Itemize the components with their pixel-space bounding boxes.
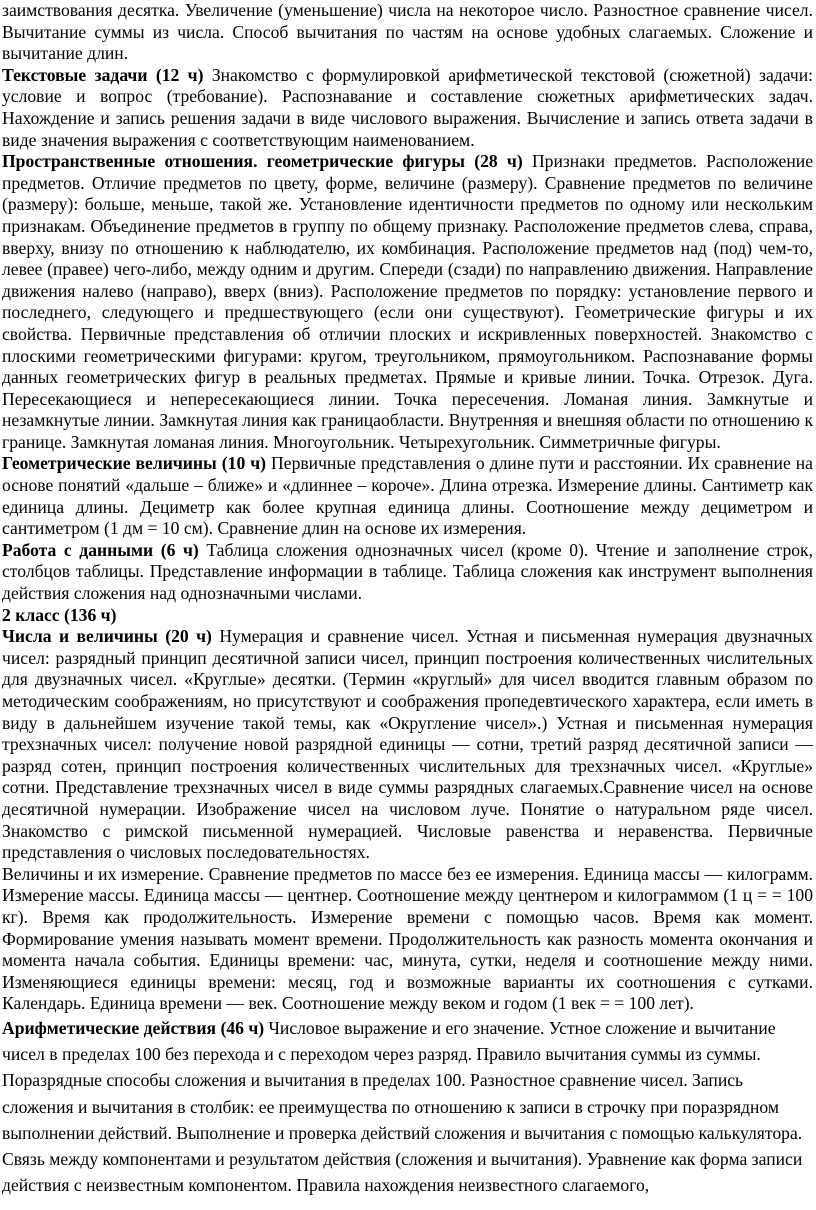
- paragraph-text: Числовое выражение и его значение. Устное сложение и вычитание чисел в пределах 100 без перехода и с переходом через разряд. Правило вычитания суммы из суммы. Поразрядные способы сложения и вычитания в пределах 100. Разностное сравнение чисел. Запись сложения и вычитания в столбик: ее преимущества по отношению к записи в строчку при поразрядном выполнении действий. Выполнение и проверка действий сложения и вычитания с помощью калькулятора. Связь между компонентами и результатом действия (сложения и вычитания). Уравнение как форма записи действия с неизвестным компонентом. Правила нахождения неизвестного слагаемого,: [2, 1017, 803, 1196]
- section-heading: Пространственные отношения. геометрические фигуры (28 ч): [2, 151, 523, 172]
- section-heading: Арифметические действия (46 ч): [2, 1017, 265, 1038]
- paragraph-text: Величины и их измерение. Сравнение предметов по массе без ее измерения. Единица массы — килограмм. Измерение массы. Единица массы — центнер. Соотношение между центнером и килограммом (1 ц = = 100 кг). Время как продолжительность. Измерение времени с помощью часов. Время как момент. Формирование умения называть момент времени. Продолжительность как разность момента окончания и момента начала события. Единицы времени: час, минута, сутки, неделя и соотношение между ними. Изменяющиеся единицы времени: месяц, год и возможные варианты их соотношения с сутками. Календарь. Единица времени — век. Соотношение между веком и годом (1 век = = 100 лет).: [2, 863, 813, 1014]
- paragraph-text: Признаки предметов. Расположение предметов. Отличие предметов по цвету, форме, величине (размеру). Сравнение предметов по величине (размеру): больше, меньше, такой же. Установление идентичности предметов по одному или нескольким признакам. Объединение предметов в группу по общему признаку. Расположение предметов слева, справа, вверху, внизу по отношению к наблюдателю, их комбинация. Расположение предметов над (под) чем-то, левее (правее) чего-либо, между одним и другим. Спереди (сзади) по направлению движения. Направление движения налево (направо), вверх (вниз). Расположение предметов по порядку: установление первого и последнего, следующего и предшествующего (если они существуют). Геометрические фигуры и их свойства. Первичные представления об отличии плоских и искривленных поверхностей. Знакомство с плоскими геометрическими фигурами: кругом, треугольником, прямоугольником. Распознавание формы данных геометрических фигур в реальных предметах. Прямые и кривые линии. Точка. Отрезок. Дуга. Пересекающиеся и непересекающиеся линии. Точка пересечения. Ломаная линия. Замкнутые и незамкнутые линии. Замкнутая линия как границаобласти. Внутренняя и внешняя области по отношению к границе. Замкнутая ломаная линия. Многоугольник. Четырехугольник. Симметричные фигуры.: [2, 151, 813, 452]
- paragraph-intro: [2, 0, 813, 65]
- section-heading: Геометрические величины (10 ч): [2, 453, 267, 474]
- paragraph-arith: [2, 1015, 813, 1198]
- grade-title: 2 класс (136 ч): [2, 604, 117, 625]
- paragraph-text: Знакомство с формулировкой арифметической текстовой (сюжетной) задачи: условие и вопрос (требование). Распознавание и составление сюжетных арифметических задач. Нахождение и запись решения задачи в виде числового выражения. Вычисление и запись ответа задачи в виде значения выражения с соответствующим наименованием.: [2, 64, 813, 150]
- section-heading: Текстовые задачи (12 ч): [2, 64, 204, 85]
- paragraph-numbers: [2, 626, 813, 864]
- section-heading: Числа и величины (20 ч): [2, 626, 212, 647]
- paragraph-spatial: [2, 151, 813, 453]
- paragraph-measures: [2, 864, 813, 1015]
- paragraph-text: Первичные представления о длине пути и расстоянии. Их сравнение на основе понятий «дальше – ближе» и «длиннее – короче». Длина отрезка. Измерение длины. Сантиметр как единица длины. Дециметр как более крупная единица длины. Соотношение между дециметром и сантиметром (1 дм = 10 см). Сравнение длин на основе их измерения.: [2, 453, 813, 539]
- paragraph-data-work: [2, 540, 813, 605]
- paragraph-text: заимствования десятка. Увеличение (уменьшение) числа на некоторое число. Разностное сравнение чисел. Вычитание суммы из числа. Способ вычитания по частям на основе удобных слагаемых. Сложение и вычитание длин.: [2, 0, 813, 64]
- paragraph-text-tasks: [2, 65, 813, 151]
- paragraph-geom-values: [2, 453, 813, 539]
- section-heading: Работа с данными (6 ч): [2, 539, 199, 560]
- paragraph-text: Нумерация и сравнение чисел. Устная и письменная нумерация двузначных чисел: разрядный принцип десятичной записи чисел, принцип построения количественных числительных для двузначных чисел. «Круглые» десятки. (Термин «круглый» для чисел вводится главным образом по методическим соображениям, но присутствуют и соображения пропедевтического характера, если иметь в виду в дальнейшем изучение такой темы, как «Округление чисел».) Устная и письменная нумерация трехзначных чисел: получение новой разрядной единицы — сотни, третий разряд десятичной записи — разряд сотен, принцип построения количественных числительных для трехзначных чисел. «Круглые» сотни. Представление трехзначных чисел в виде суммы разрядных слагаемых.Сравнение чисел на основе десятичной нумерации. Изображение чисел на числовом луче. Понятие о натуральном ряде чисел. Знакомство с римской письменной нумерацией. Числовые равенства и неравенства. Первичные представления о числовых последовательностях.: [2, 626, 813, 863]
- paragraph-text: Таблица сложения однозначных чисел (кроме 0). Чтение и заполнение строк, столбцов таблицы. Представление информации в таблице. Таблица сложения как инструмент выполнения действия сложения над однозначными числами.: [2, 539, 813, 604]
